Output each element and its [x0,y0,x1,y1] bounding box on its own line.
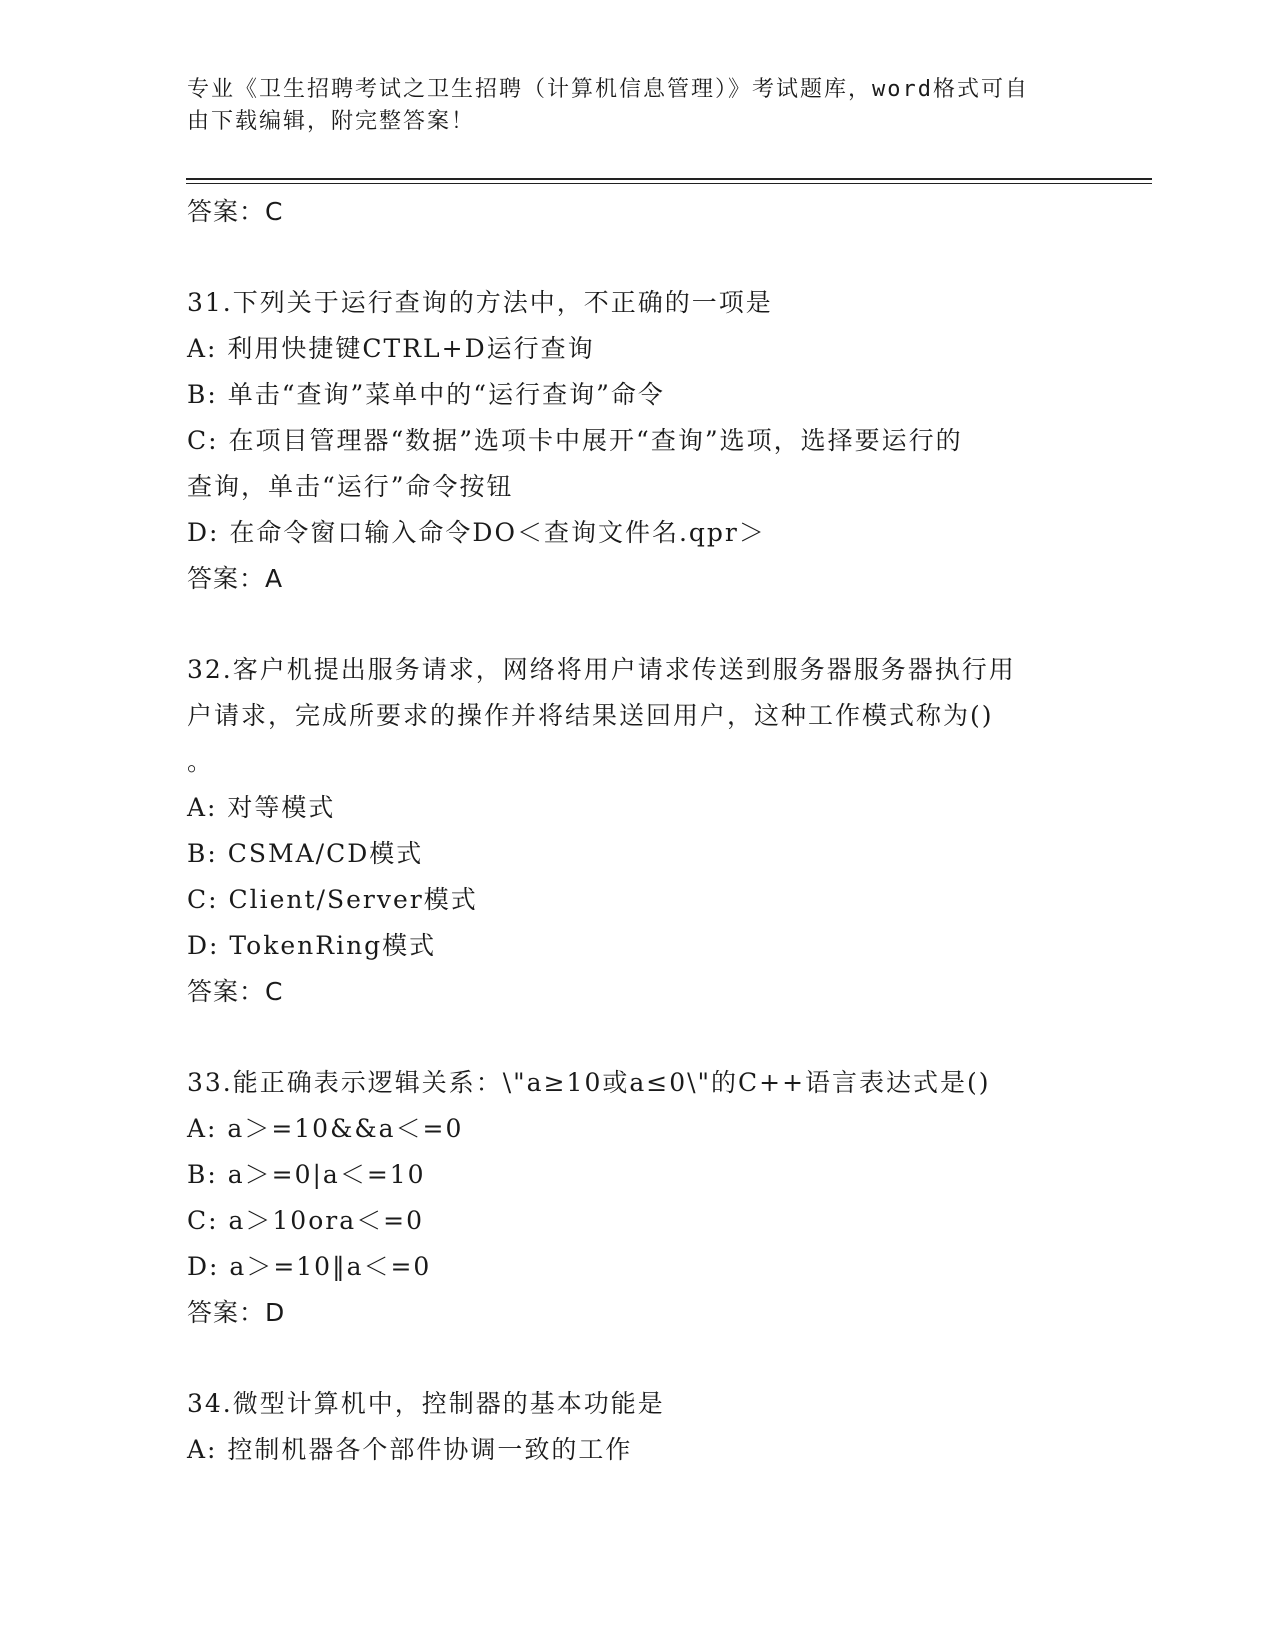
question-option: D: a＞=10‖a＜=0 [187,1252,432,1281]
header-line-1: 专业《卫生招聘考试之卫生招聘（计算机信息管理）》考试题库，word格式可自 [187,77,1029,102]
header-rule-thick [186,178,1152,180]
question-list [187,189,1087,1473]
question-block [187,1060,1087,1381]
question-stem: 户请求，完成所要求的操作并将结果送回用户，这种工作模式称为() [187,701,994,730]
question-option: C: 在项目管理器“数据”选项卡中展开“查询”选项，选择要运行的 [187,426,963,455]
spacer [187,1336,1087,1381]
question-option: A: 对等模式 [187,793,336,822]
question-answer: 答案：D [187,1298,286,1327]
question-stem: 33.能正确表示逻辑关系：\"a≥10或a≤0\"的C++语言表达式是() [187,1068,991,1097]
question-block [187,647,1087,1060]
question-option: 查询，单击“运行”命令按钮 [187,472,514,501]
question-answer: 答案：A [187,564,284,593]
question-option: D: 在命令窗口输入命令DO＜查询文件名.qpr＞ [187,518,766,547]
question-answer: 答案：C [187,977,284,1006]
previous-answer: 答案：C [187,197,284,226]
document-header [187,74,1067,138]
question-option: C: a＞10ora＜=0 [187,1206,424,1235]
spacer [187,1015,1087,1060]
question-option: A: 利用快捷键CTRL+D运行查询 [187,334,595,363]
question-stem: 31.下列关于运行查询的方法中，不正确的一项是 [187,288,773,317]
question-option: D: TokenRing模式 [187,931,437,960]
question-option: B: CSMA/CD模式 [187,839,424,868]
questions-container [187,280,1087,1473]
question-stem: 32.客户机提出服务请求，网络将用户请求传送到服务器服务器执行用 [187,655,1016,684]
spacer [187,602,1087,647]
question-option: B: 单击“查询”菜单中的“运行查询”命令 [187,380,665,409]
question-block [187,1381,1087,1473]
header-line-2: 由下载编辑，附完整答案！ [187,109,476,134]
question-option: B: a＞=0|a＜=10 [187,1160,426,1189]
question-option: A: 控制机器各个部件协调一致的工作 [187,1435,633,1464]
question-option: A: a＞=10&&a＜=0 [187,1114,464,1143]
header-rule-thin [186,183,1152,184]
question-stem: 。 [187,747,215,776]
question-stem: 34.微型计算机中，控制器的基本功能是 [187,1389,665,1418]
question-block [187,280,1087,647]
spacer [187,235,1087,280]
question-option: C: Client/Server模式 [187,885,478,914]
